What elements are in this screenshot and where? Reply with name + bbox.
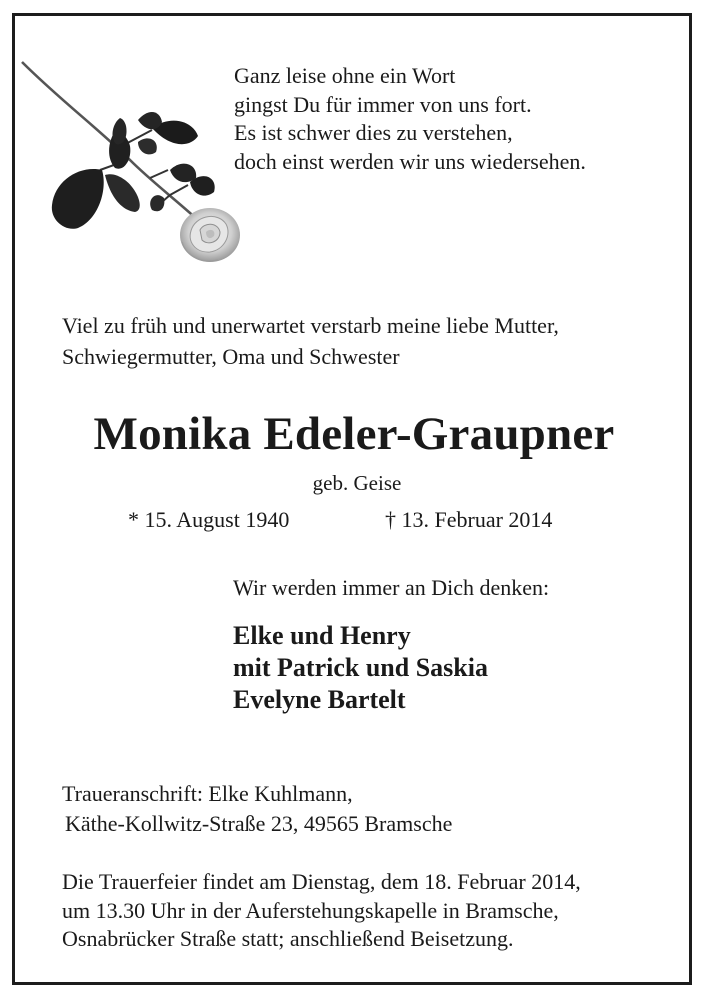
address-line: Traueranschrift: Elke Kuhlmann, (62, 781, 353, 806)
service-line: um 13.30 Uhr in der Auferstehungskapelle in Bramsche, (62, 897, 559, 923)
poem-line: doch einst werden wir uns wiedersehen. (234, 148, 586, 174)
mourner-name: Elke und Henry (233, 621, 411, 650)
birth-date: * 15. August 1940 (128, 507, 290, 532)
poem-line: Es ist schwer dies zu verstehen, (234, 120, 513, 145)
poem-line: gingst Du für immer von uns fort. (234, 91, 532, 117)
death-date: † 13. Februar 2014 (385, 507, 553, 532)
mourners-list (233, 620, 488, 716)
announcement-line: Viel zu früh und unerwartet verstarb meine liebe Mutter, (62, 313, 559, 338)
service-line: Die Trauerfeier findet am Dienstag, dem 18. Februar 2014, (62, 869, 581, 894)
deceased-name: Monika Edeler-Graupner (93, 408, 615, 460)
announcement-line: Schwiegermutter, Oma und Schwester (62, 344, 400, 369)
mourner-name: mit Patrick und Saskia (233, 653, 488, 682)
mourning-address (62, 779, 452, 839)
poem-line: Ganz leise ohne ein Wort (234, 63, 456, 88)
mourner-name: Evelyne Bartelt (233, 685, 406, 714)
service-line: Osnabrücker Straße statt; anschließend Beisetzung. (62, 926, 514, 951)
remembrance-text: Wir werden immer an Dich denken: (233, 575, 550, 600)
funeral-service-info (62, 868, 581, 954)
maiden-name: geb. Geise (312, 471, 402, 495)
address-line: Käthe-Kollwitz-Straße 23, 49565 Bramsche (65, 811, 453, 836)
poem (234, 62, 586, 176)
rose-icon (20, 60, 250, 280)
announcement-text (62, 310, 559, 372)
